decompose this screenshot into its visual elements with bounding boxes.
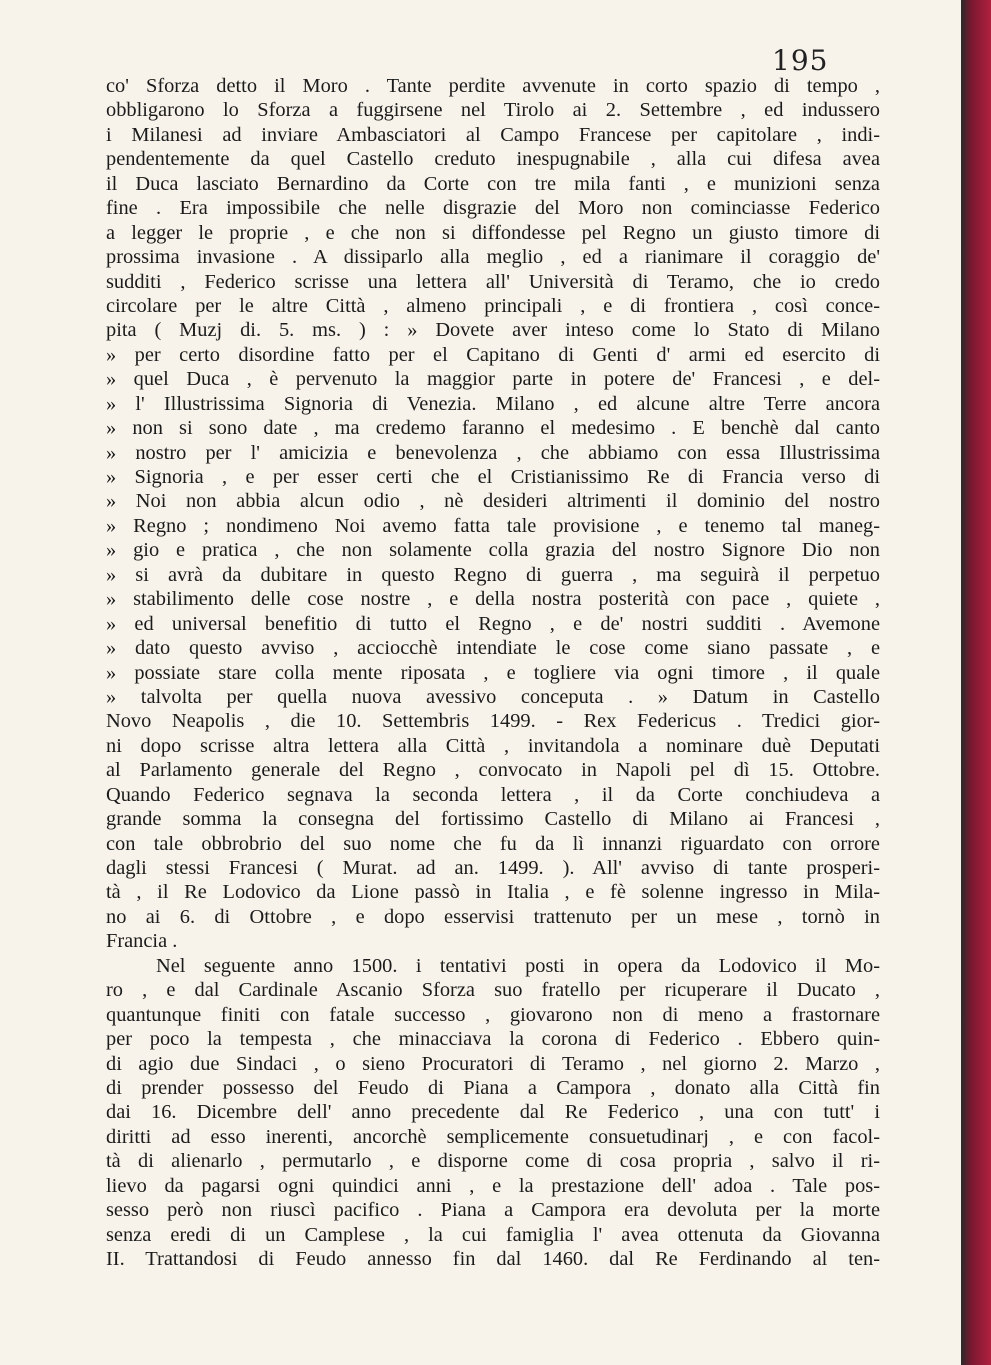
book-binding-edge — [961, 0, 991, 1365]
text-line: pendentemente da quel Castello creduto inespugnabile , alla cui difesa avea — [106, 148, 880, 171]
text-line: » per certo disordine fatto per el Capitano di Genti d' armi ed esercito di — [106, 343, 880, 366]
text-line: » Regno ; nondimeno Noi avemo fatta tale provisione , e tenemo tal maneg- — [106, 514, 880, 537]
text-line: » Signoria , e per esser certi che el Cristianissimo Re di Francia verso di — [106, 466, 880, 488]
text-line: Nel seguente anno 1500. i tentativi posti in opera da Lodovico il Mo- — [156, 954, 880, 977]
text-line: sesso però non riuscì pacifico . Piana a Campora era devoluta per la morte — [106, 1199, 880, 1222]
text-line: senza eredi di un Camplese , la cui famiglia l' avea ottenuta da Giovanna — [106, 1223, 880, 1246]
text-line: pita ( Muzj di. 5. ms. ) : » Dovete aver inteso come lo Stato di Milano — [106, 319, 880, 342]
body-text — [106, 74, 880, 1271]
text-line: quantunque finiti con fatale successo , giovarono non di meno a frastornare — [106, 1003, 880, 1026]
text-line: i Milanesi ad inviare Ambasciatori al Campo Francese per capitolare , indi- — [106, 123, 880, 146]
text-line: dagli stessi Francesi ( Murat. ad an. 1499. ). All' avviso di tante prosperi- — [106, 857, 880, 879]
text-line: » nostro per l' amicizia e benevolenza , che abbiamo con essa Illustrissima — [106, 441, 880, 464]
text-line: II. Trattandosi di Feudo annesso fin dal 1460. dal Re Ferdinando al ten- — [106, 1248, 880, 1270]
text-line: » stabilimento delle cose nostre , e della nostra posterità con pace , quiete , — [106, 588, 880, 611]
text-line: il Duca lasciato Bernardino da Corte con tre mila fanti , e munizioni senza — [106, 172, 880, 195]
text-line: » possiate stare colla mente riposata , e togliere via ogni timore , il quale — [106, 661, 880, 684]
text-line: fine . Era impossibile che nelle disgrazie del Moro non cominciasse Federico — [106, 197, 880, 220]
text-line: » l' Illustrissima Signoria di Venezia. Milano , ed alcune altre Terre ancora — [106, 392, 880, 415]
text-line: per poco la tempesta , che minacciava la corona di Federico . Ebbero quin- — [106, 1028, 880, 1051]
text-line: Quando Federico segnava la seconda lettera , il da Corte conchiudeva a — [106, 783, 880, 806]
text-line: ro , e dal Cardinale Ascanio Sforza suo fratello per ricuperare il Ducato , — [106, 979, 880, 1002]
text-line: ni dopo scrisse altra lettera alla Città , invitandola a nominare duè Deputati — [106, 734, 880, 757]
text-line: dai 16. Dicembre dell' anno precedente dal Re Federico , una con tutt' i — [106, 1101, 880, 1124]
text-line: di prender possesso del Feudo di Piana a Campora , donato alla Città fin — [106, 1076, 880, 1099]
text-line: » ed universal benefitio di tutto el Regno , e de' nostri sudditi . Avemone — [106, 612, 880, 635]
text-line: diritti ad esso inerenti, ancorchè semplicemente consuetudinarj , e con facol- — [106, 1125, 880, 1148]
text-line: » Noi non abbia alcun odio , nè desideri altrimenti il dominio del nostro — [106, 490, 880, 513]
text-line: » non si sono date , ma credemo faranno el medesimo . E benchè dal canto — [106, 417, 880, 440]
text-line: » si avrà da dubitare in questo Regno di guerra , ma seguirà il perpetuo — [106, 563, 880, 586]
text-line: co' Sforza detto il Moro . Tante perdite avvenute in corto spazio di tempo , — [106, 75, 880, 97]
text-line: Francia . — [106, 930, 178, 953]
text-line: tà di alienarlo , permutarlo , e disporne come di cosa propria , salvo il ri- — [106, 1150, 880, 1173]
text-line: circolare per le altre Città , almeno principali , e di frontiera , così conce- — [106, 294, 880, 317]
text-line: con tale obbrobrio del suo nome che fu da lì innanzi riguardato con orrore — [106, 832, 880, 855]
text-line: prossima invasione . A dissiparlo alla meglio , ed a rianimare il coraggio de' — [106, 246, 880, 269]
text-line: tà , il Re Lodovico da Lione passò in Italia , e fè solenne ingresso in Mila- — [106, 881, 880, 904]
text-line: di agio due Sindaci , o sieno Procuratori di Teramo , nel giorno 2. Marzo , — [106, 1052, 880, 1075]
text-line: obbligarono lo Sforza a fuggirsene nel Tirolo ai 2. Settembre , ed indussero — [106, 99, 880, 122]
text-line: al Parlamento generale del Regno , convocato in Napoli pel dì 15. Ottobre. — [106, 759, 880, 782]
text-line: grande somma la consegna del fortissimo Castello di Milano ai Francesi , — [106, 808, 880, 831]
text-line: » quel Duca , è pervenuto la maggior parte in potere de' Francesi , e del- — [106, 368, 880, 391]
text-line: sudditi , Federico scrisse una lettera all' Università di Teramo, che io credo — [106, 270, 880, 293]
text-line: » talvolta per quella nuova avessivo conceputa . » Datum in Castello — [106, 685, 880, 708]
page-number: 195 — [772, 44, 829, 77]
text-line: » dato questo avviso , acciocchè intendiate le cose come siano passate , e — [106, 637, 880, 660]
text-line: Novo Neapolis , die 10. Settembris 1499. - Rex Federicus . Tredici gior- — [106, 710, 880, 733]
text-line: a legger le proprie , e che non si diffondesse pel Regno un giusto timore di — [106, 221, 880, 244]
text-line: » gio e pratica , che non solamente colla grazia del nostro Signore Dio non — [106, 539, 880, 562]
text-line: lievo da pagarsi ogni quindici anni , e la prestazione dell' adoa . Tale pos- — [106, 1174, 880, 1197]
text-line: no ai 6. di Ottobre , e dopo esservisi trattenuto per un mese , tornò in — [106, 905, 880, 928]
